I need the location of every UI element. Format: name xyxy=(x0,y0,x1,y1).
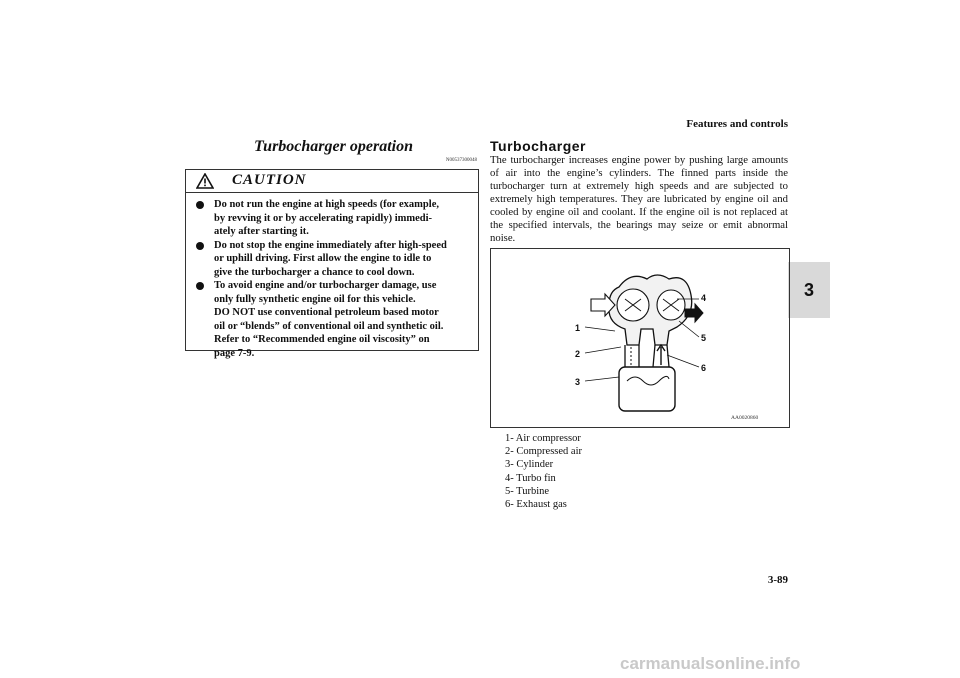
cylinder xyxy=(619,367,675,411)
leader-6 xyxy=(667,355,699,367)
section-code: N00537300048 xyxy=(445,158,477,163)
warning-triangle-icon xyxy=(196,173,214,189)
chapter-tab: 3 xyxy=(788,262,830,318)
caution-list xyxy=(196,198,472,360)
turbocharger-paragraph: The turbocharger increases engine power by pushing large amounts of air into the engine’s cylinders. The finned parts inside the turbocharger turn at extremely high speeds and are subjected to extremely high temperatures. They are lubricated by engine oil and cooled by engine oil and coolant. If the engine oil is not replaced at the specified intervals, the bearings may seize or emit abnormal noise. xyxy=(490,154,788,244)
leader-3 xyxy=(585,377,619,381)
bullet-icon xyxy=(196,282,204,290)
legend-item: 2- Compressed air xyxy=(505,446,582,458)
turbocharger-heading: Turbocharger xyxy=(490,138,586,154)
caution-header xyxy=(186,170,478,193)
callout-2: 2 xyxy=(575,349,581,359)
leader-1 xyxy=(585,327,615,331)
bullet-icon xyxy=(196,201,204,209)
caution-label: CAUTION xyxy=(232,172,307,188)
caution-item xyxy=(196,279,472,360)
legend-item: 6- Exhaust gas xyxy=(505,499,567,511)
callout-4: 4 xyxy=(701,293,707,303)
leader-2 xyxy=(585,347,621,353)
running-header: Features and controls xyxy=(686,118,788,130)
figure-legend xyxy=(505,432,582,511)
callout-1: 1 xyxy=(575,323,581,333)
figure-id: AA0020860 xyxy=(731,415,759,421)
exhaust-flow-arrow-icon xyxy=(657,345,665,365)
legend-item: 4- Turbo fin xyxy=(505,472,556,484)
page-number: 3-89 xyxy=(767,574,788,586)
legend-item: 3- Cylinder xyxy=(505,459,554,471)
turbocharger-illustration xyxy=(491,249,789,427)
caution-item xyxy=(196,198,472,239)
leader-5 xyxy=(679,321,699,337)
bullet-icon xyxy=(196,242,204,250)
section-title: Turbocharger operation xyxy=(254,138,413,155)
legend-item: 1- Air compressor xyxy=(505,433,581,444)
caution-box xyxy=(185,169,479,359)
callout-5: 5 xyxy=(701,333,707,343)
callout-3: 3 xyxy=(575,377,581,387)
watermark: carmanualsonline.info xyxy=(620,654,801,673)
caution-item xyxy=(196,239,472,280)
caution-item-text: Do not run the engine at high speeds (for example, by revving it or by accelerating rapidly) immedi- ately after starting it. xyxy=(214,199,439,237)
caution-item-text: To avoid engine and/or turbocharger damage, use only fully synthetic engine oil for this vehicle. DO NOT use conventional petroleum based motor oil or “blends” of conventional oil and synthetic oil. Refer to “Recommended engine oil viscosity” on page 7-9. xyxy=(214,280,444,359)
legend-item: 5- Turbine xyxy=(505,485,550,497)
callout-6: 6 xyxy=(701,363,707,373)
turbocharger-figure xyxy=(490,248,790,428)
caution-item-text: Do not stop the engine immediately after high-speed or uphill driving. First allow the engine to idle to give the turbocharger a chance to cool down. xyxy=(214,239,447,278)
